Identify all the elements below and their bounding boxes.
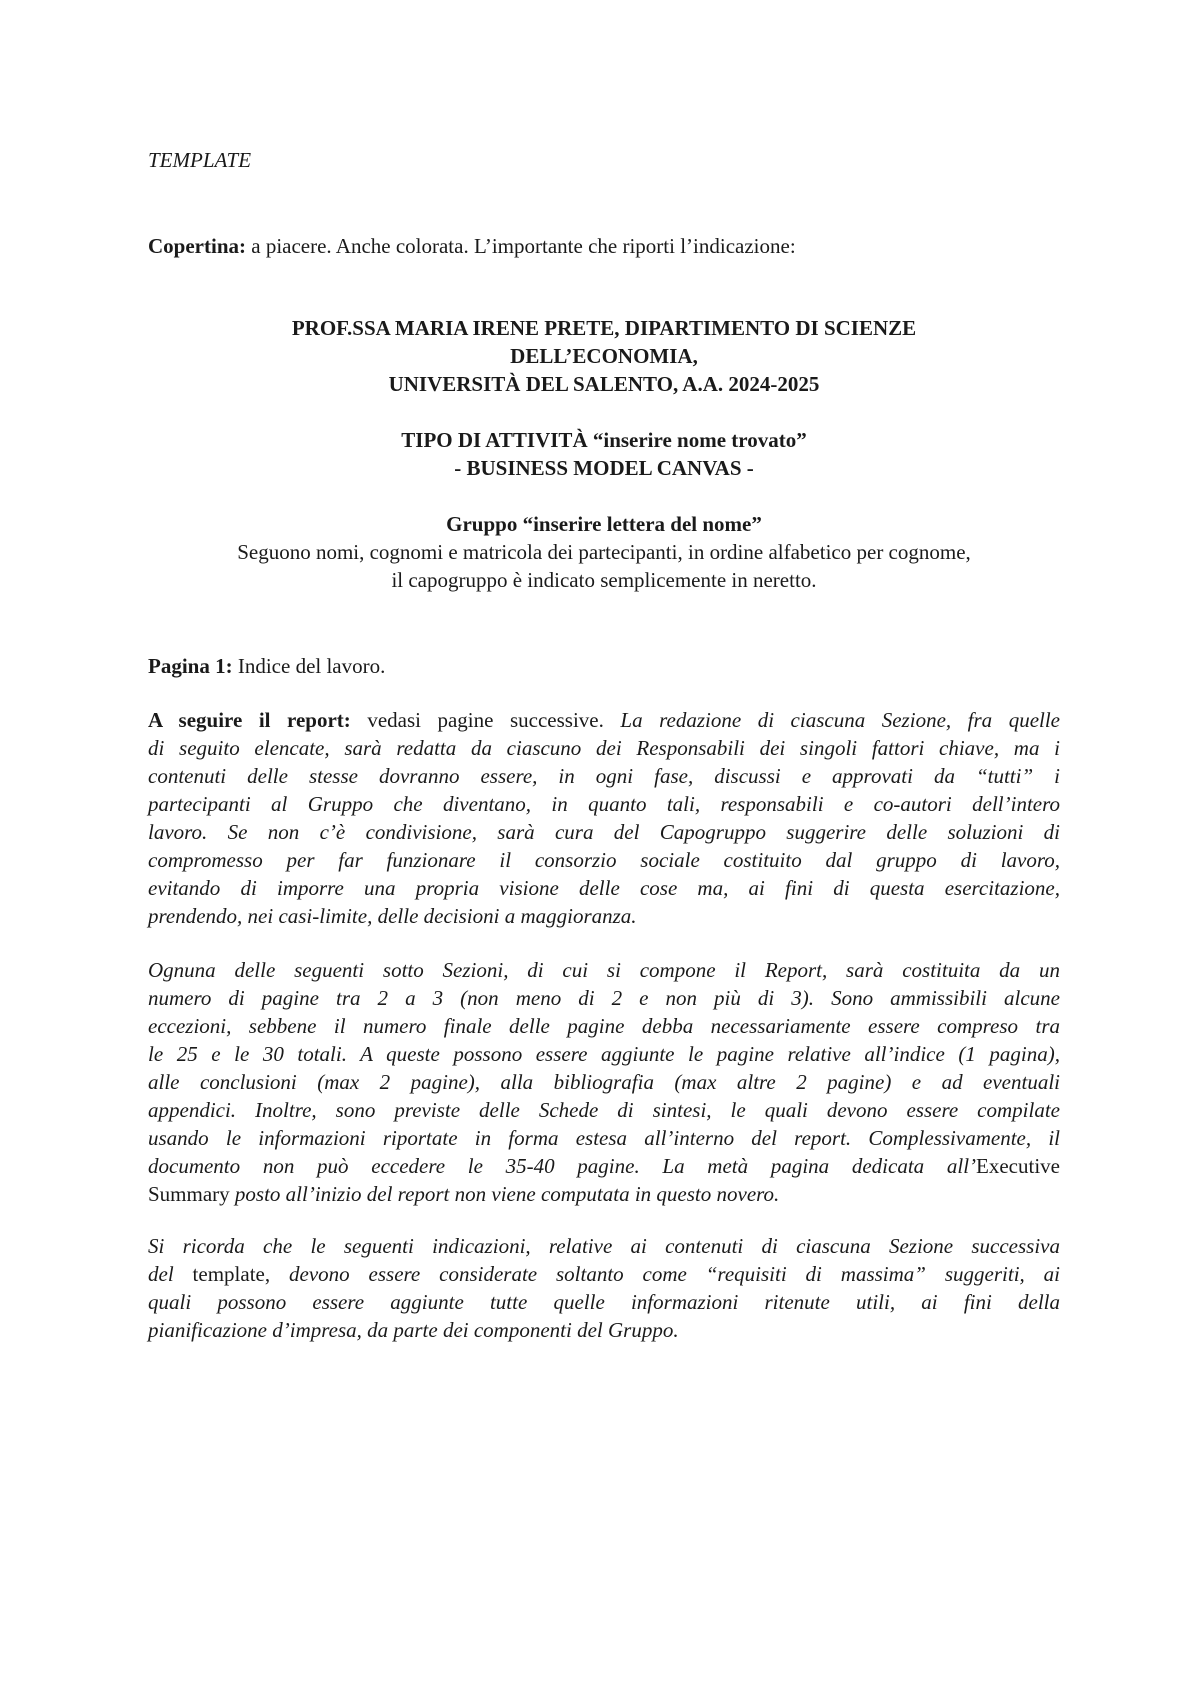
report-paragraph: [148, 706, 1060, 930]
sezioni-line-text-7: documento non può eccedere le 35-40 pagine. La metà pagina dedicata all’: [148, 1154, 977, 1178]
summary-tail: posto all’inizio del report non viene computata in questo novero.: [234, 1182, 780, 1206]
ricorda-paragraph: [148, 1232, 1060, 1344]
cover-block: [148, 314, 1060, 398]
group-block: [148, 510, 1060, 594]
report-label: A seguire il report:: [148, 708, 351, 732]
report-line-1: di seguito elencate, sarà redatta da ciascuno dei Responsabili dei singoli fattori chiave, ma i: [148, 736, 1060, 760]
report-line-text-0: La redazione di ciascuna Sezione, fra quelle: [620, 708, 1061, 732]
copertina-label: Copertina:: [148, 234, 246, 258]
sezioni-line-8: [148, 1180, 1060, 1208]
activity-line-2: - BUSINESS MODEL CANVAS -: [454, 456, 754, 480]
report-intro: vedasi pagine successive.: [367, 708, 604, 732]
sezioni-paragraph: [148, 956, 1060, 1208]
copertina-text: a piacere. Anche colorata. L’importante che riporti l’indicazione:: [251, 234, 796, 258]
activity-block: [148, 426, 1060, 482]
cover-line-3: UNIVERSITÀ DEL SALENTO, A.A. 2024-2025: [388, 372, 820, 396]
ricorda-line-4: pianificazione d’impresa, da parte dei componenti del Gruppo.: [148, 1318, 679, 1342]
activity-line-1: TIPO DI ATTIVITÀ “inserire nome trovato”: [401, 428, 807, 452]
template-heading: TEMPLATE: [148, 148, 252, 172]
sezioni-line-7: [148, 1152, 1060, 1180]
cover-line-1: PROF.SSA MARIA IRENE PRETE, DIPARTIMENTO DI SCIENZE: [291, 316, 917, 340]
template-word: template,: [192, 1262, 271, 1286]
sezioni-line-0: Ognuna delle seguenti sotto Sezioni, di cui si compone il Report, sarà costituita da un: [148, 958, 1060, 982]
group-line-2: Seguono nomi, cognomi e matricola dei partecipanti, in ordine alfabetico per cognome,: [237, 540, 971, 564]
sezioni-line-4: alle conclusioni (max 2 pagine), alla bibliografia (max altre 2 pagine) e ad eventuali: [148, 1070, 1060, 1094]
report-line-0: [148, 706, 1060, 734]
copertina-paragraph: [148, 232, 1060, 260]
report-line-5: compromesso per far funzionare il consorzio sociale costituito dal gruppo di lavoro,: [148, 848, 1060, 872]
executive-word: Executive: [976, 1154, 1060, 1178]
ricorda-line-2-post: devono essere considerate soltanto come “requisiti di massima” suggeriti, ai: [289, 1262, 1060, 1286]
pagina1-paragraph: [148, 652, 1060, 680]
group-line-3: il capogruppo è indicato semplicemente in neretto.: [391, 568, 817, 592]
cover-line-2: DELL’ECONOMIA,: [510, 344, 698, 368]
report-line-4: lavoro. Se non c’è condivisione, sarà cura del Capogruppo suggerire delle soluzioni di: [148, 820, 1060, 844]
ricorda-line-2: [148, 1260, 1060, 1288]
report-line-6: evitando di imporre una propria visione delle cose ma, ai fini di questa esercitazione,: [148, 876, 1060, 900]
ricorda-line-2-pre: del: [148, 1262, 174, 1286]
sezioni-line-3: le 25 e le 30 totali. A queste possono essere aggiunte le pagine relative all’indice (1 pagina),: [148, 1042, 1060, 1066]
document-content: [148, 146, 1061, 1342]
report-line-7: prendendo, nei casi-limite, delle decisioni a maggioranza.: [148, 904, 637, 928]
sezioni-line-5: appendici. Inoltre, sono previste delle Schede di sintesi, le quali devono essere compilate: [148, 1098, 1060, 1122]
sezioni-line-1: numero di pagine tra 2 a 3 (non meno di 2 e non più di 3). Sono ammissibili alcune: [148, 986, 1060, 1010]
summary-word: Summary: [148, 1182, 230, 1206]
group-title: Gruppo “inserire lettera del nome”: [446, 512, 762, 536]
sezioni-line-2: eccezioni, sebbene il numero finale delle pagine debba necessariamente essere compreso tra: [148, 1014, 1060, 1038]
sezioni-line-6: usando le informazioni riportate in forma estesa all’interno del report. Complessivamente, il: [148, 1126, 1060, 1150]
report-line-2: contenuti delle stesse dovranno essere, in ogni fase, discussi e approvati da “tutti” i: [148, 764, 1060, 788]
ricorda-line-1: Si ricorda che le seguenti indicazioni, relative ai contenuti di ciascuna Sezione successiva: [148, 1234, 1060, 1258]
ricorda-line-3: quali possono essere aggiunte tutte quelle informazioni ritenute utili, ai fini della: [148, 1290, 1060, 1314]
pagina1-label: Pagina 1:: [148, 654, 233, 678]
report-line-3: partecipanti al Gruppo che diventano, in quanto tali, responsabili e co-autori dell’intero: [148, 792, 1060, 816]
pagina1-text: Indice del lavoro.: [237, 654, 386, 678]
